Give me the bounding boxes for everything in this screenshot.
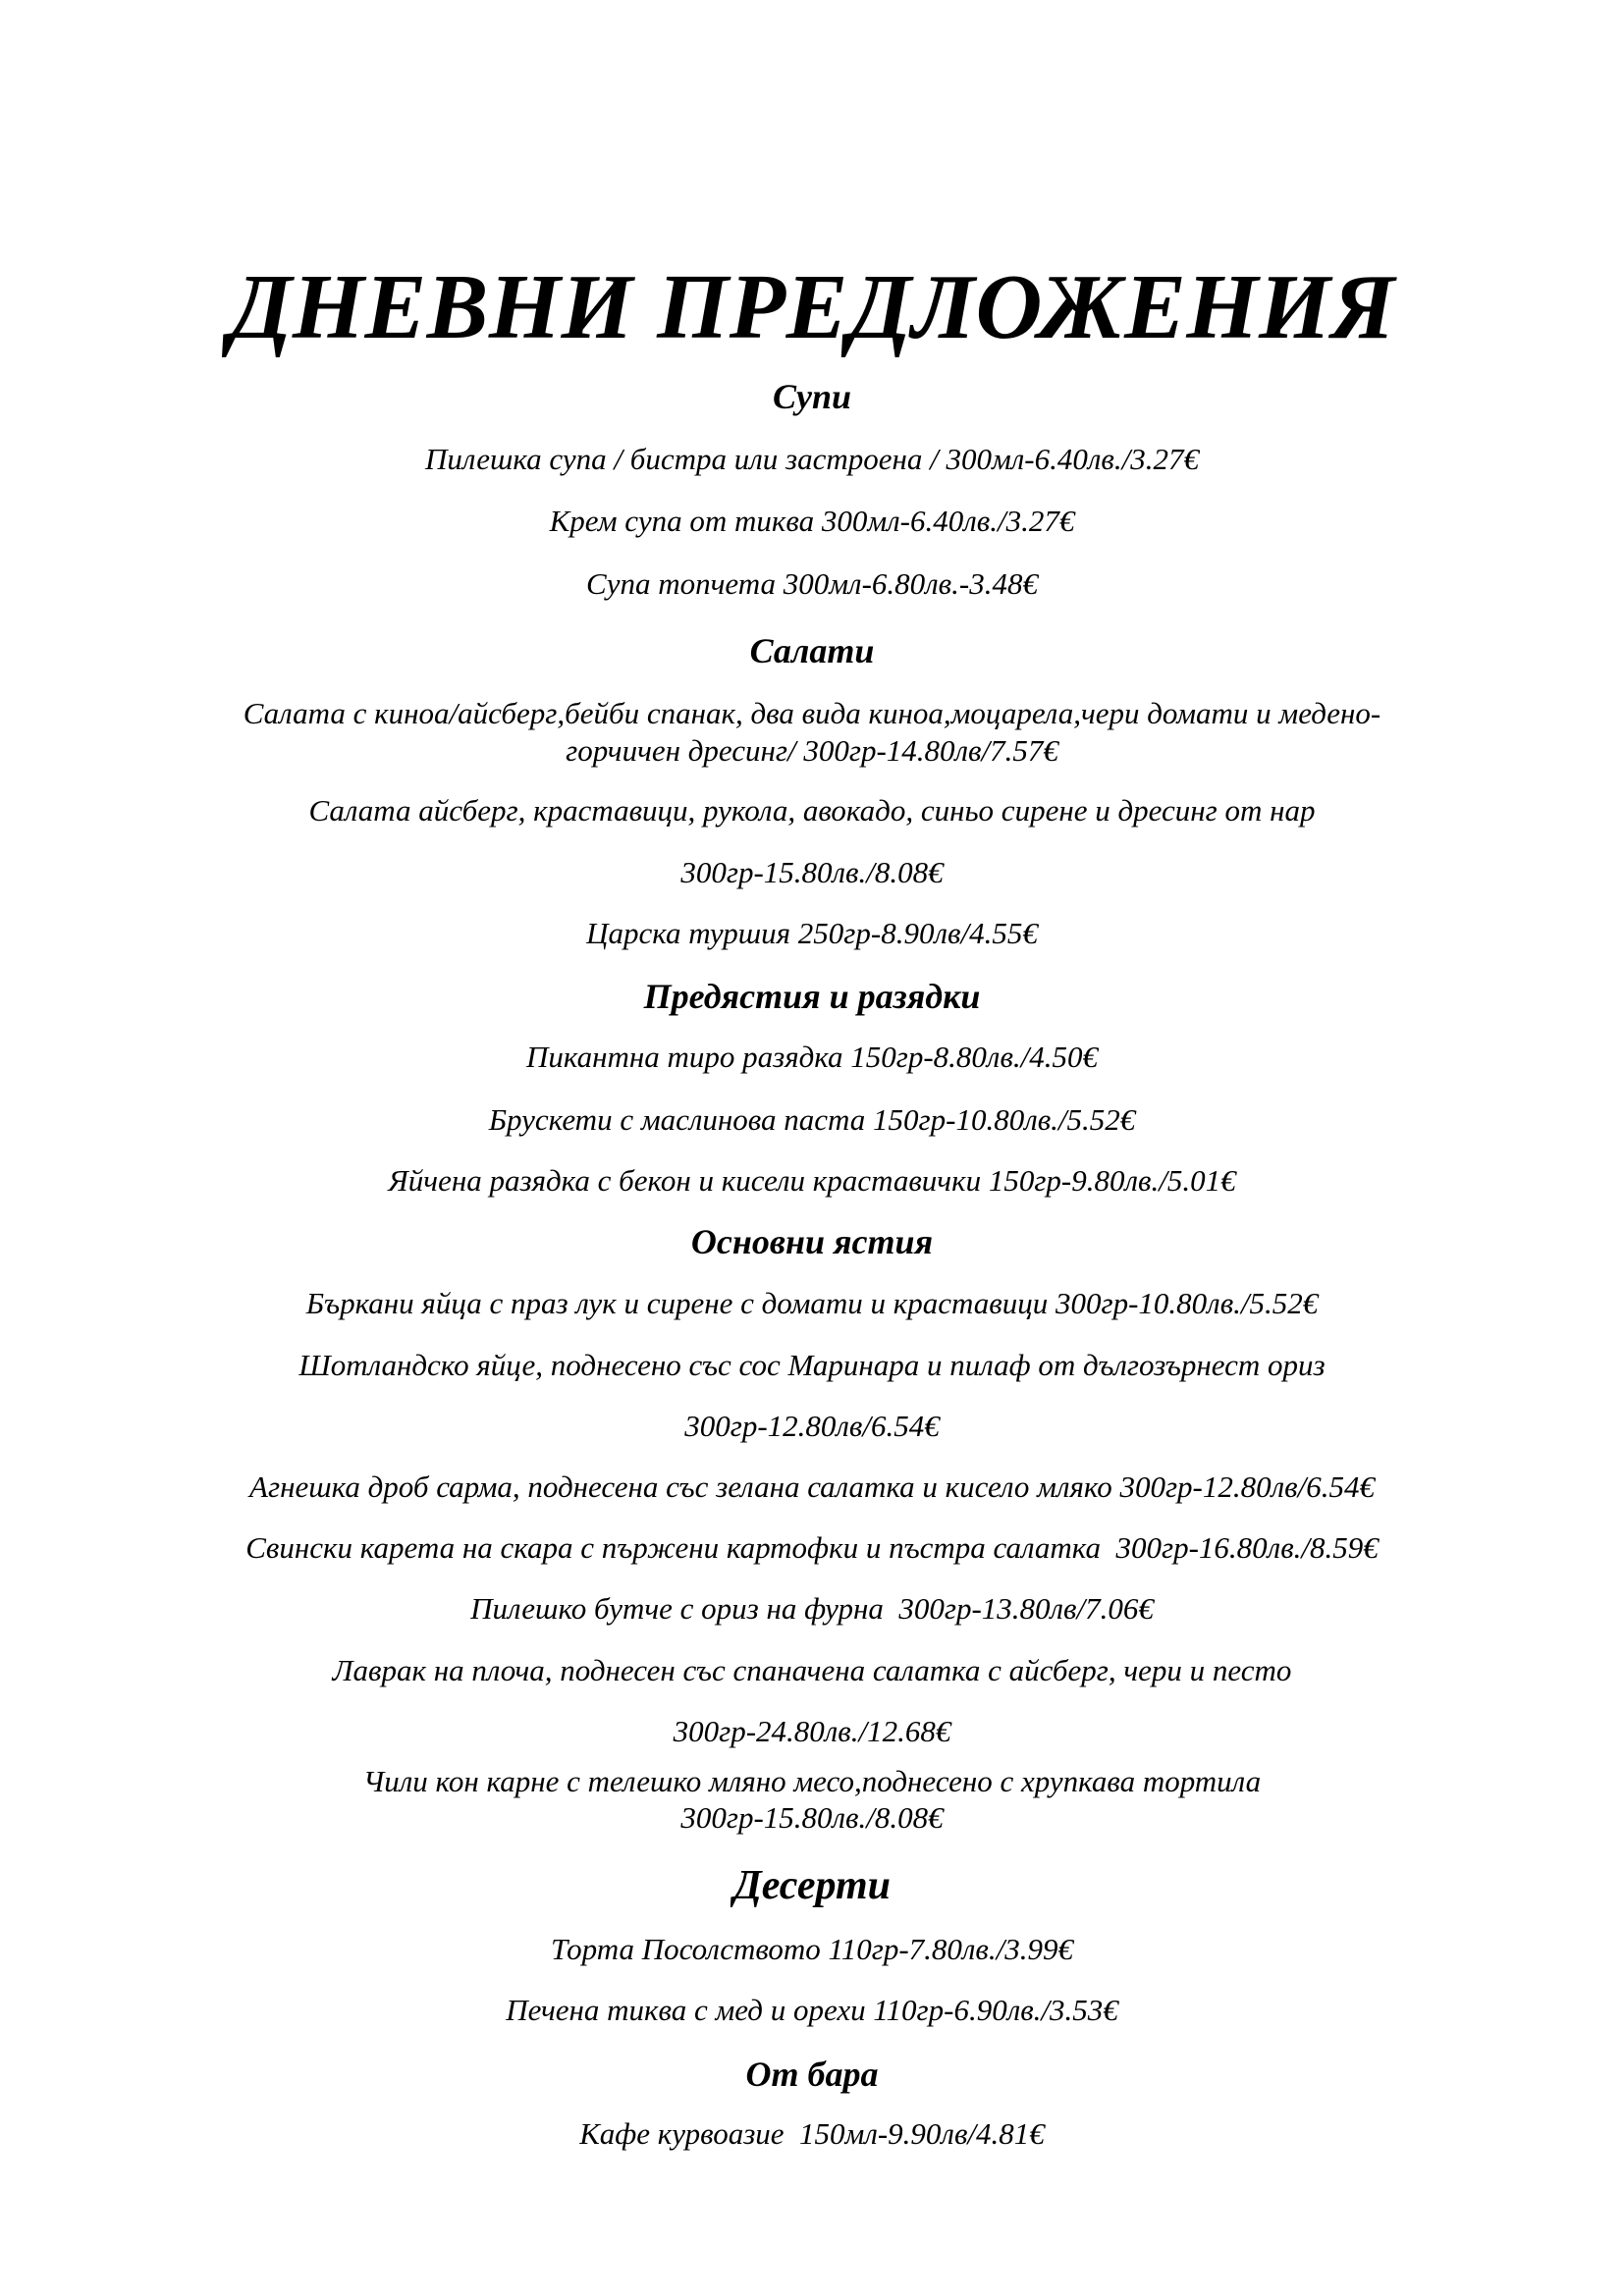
menu-item-line: Печена тиква с мед и орехи 110гр-6.90лв./3.53€ (506, 1993, 1118, 2027)
menu-item-line: Пикантна тиро разядка 150гр-8.80лв./4.50€ (525, 1040, 1099, 1074)
section-heading-salads: Салати (749, 631, 875, 670)
menu-item-line: 300гр-24.80лв./12.68€ (673, 1714, 951, 1748)
menu-item-line: Агнешка дроб сарма, поднесена със зелана салатка и кисело мляко 300гр-12.80лв/6.54€ (249, 1469, 1375, 1504)
section-heading-bar: От бара (745, 2055, 879, 2094)
menu-item-line: Пилешка супа / бистра или застроена / 300мл-6.40лв./3.27€ (425, 442, 1199, 476)
section-heading-starters: Предястия и разядки (643, 977, 981, 1016)
menu-item-line: Свински карета на скара с пържени картофки и пъстра салатка 300гр-16.80лв./8.59€ (245, 1530, 1379, 1565)
section-heading-desserts: Десерти (733, 1863, 891, 1908)
menu-item-line: Кафе курвоазие 150мл-9.90лв/4.81€ (579, 2116, 1045, 2151)
menu-item-line: Салата айсберг, краставици, рукола, авокадо, синьо сирене и дресинг от нар (308, 793, 1316, 828)
menu-item-line: Брускети с маслинова паста 150гр-10.80лв./5.52€ (488, 1102, 1136, 1137)
menu-item-line: Яйчена разядка с бекон и кисели краставички 150гр-9.80лв./5.01€ (388, 1163, 1236, 1198)
menu-item-line: 300гр-15.80лв./8.08€ (680, 1800, 944, 1835)
menu-item-line: Салата с киноа/айсберг,бейби спанак, два вида киноа,моцарела,чери домати и медено- (243, 696, 1381, 730)
menu-item-line: 300гр-12.80лв/6.54€ (684, 1409, 940, 1443)
menu-item-line: Крем супа от тиква 300мл-6.40лв./3.27€ (549, 504, 1075, 538)
section-heading-mains: Основни ястия (690, 1222, 934, 1261)
menu-item-line: Чили кон карне с телешко мляно месо,поднесено с хрупкава тортила (362, 1764, 1262, 1798)
menu-item-line: Шотландско яйце, поднесено със сос Маринара и пилаф от дългозърнест ориз (298, 1348, 1326, 1382)
menu-item-line: Пилешко бутче с ориз на фурна 300гр-13.80лв/7.06€ (470, 1591, 1154, 1626)
menu-item-line: Супа топчета 300мл-6.80лв.-3.48€ (586, 566, 1038, 601)
section-heading-soups: Супи (772, 377, 852, 416)
menu-item-line: Царска туршия 250гр-8.90лв/4.55€ (586, 916, 1038, 950)
page-title: ДНЕВНИ ПРЕДЛОЖЕНИЯ (229, 256, 1395, 358)
menu-item-line: Лаврак на плоча, поднесен със спаначена салатка с айсберг, чери и песто (332, 1653, 1292, 1687)
menu-item-line: горчичен дресинг/ 300гр-14.80лв/7.57€ (566, 733, 1058, 768)
menu-item-line: 300гр-15.80лв./8.08€ (680, 855, 944, 889)
menu-item-line: Торта Посолството 110гр-7.80лв./3.99€ (550, 1932, 1073, 1966)
menu-item-line: Бъркани яйца с праз лук и сирене с домати и краставици 300гр-10.80лв./5.52€ (305, 1286, 1319, 1320)
